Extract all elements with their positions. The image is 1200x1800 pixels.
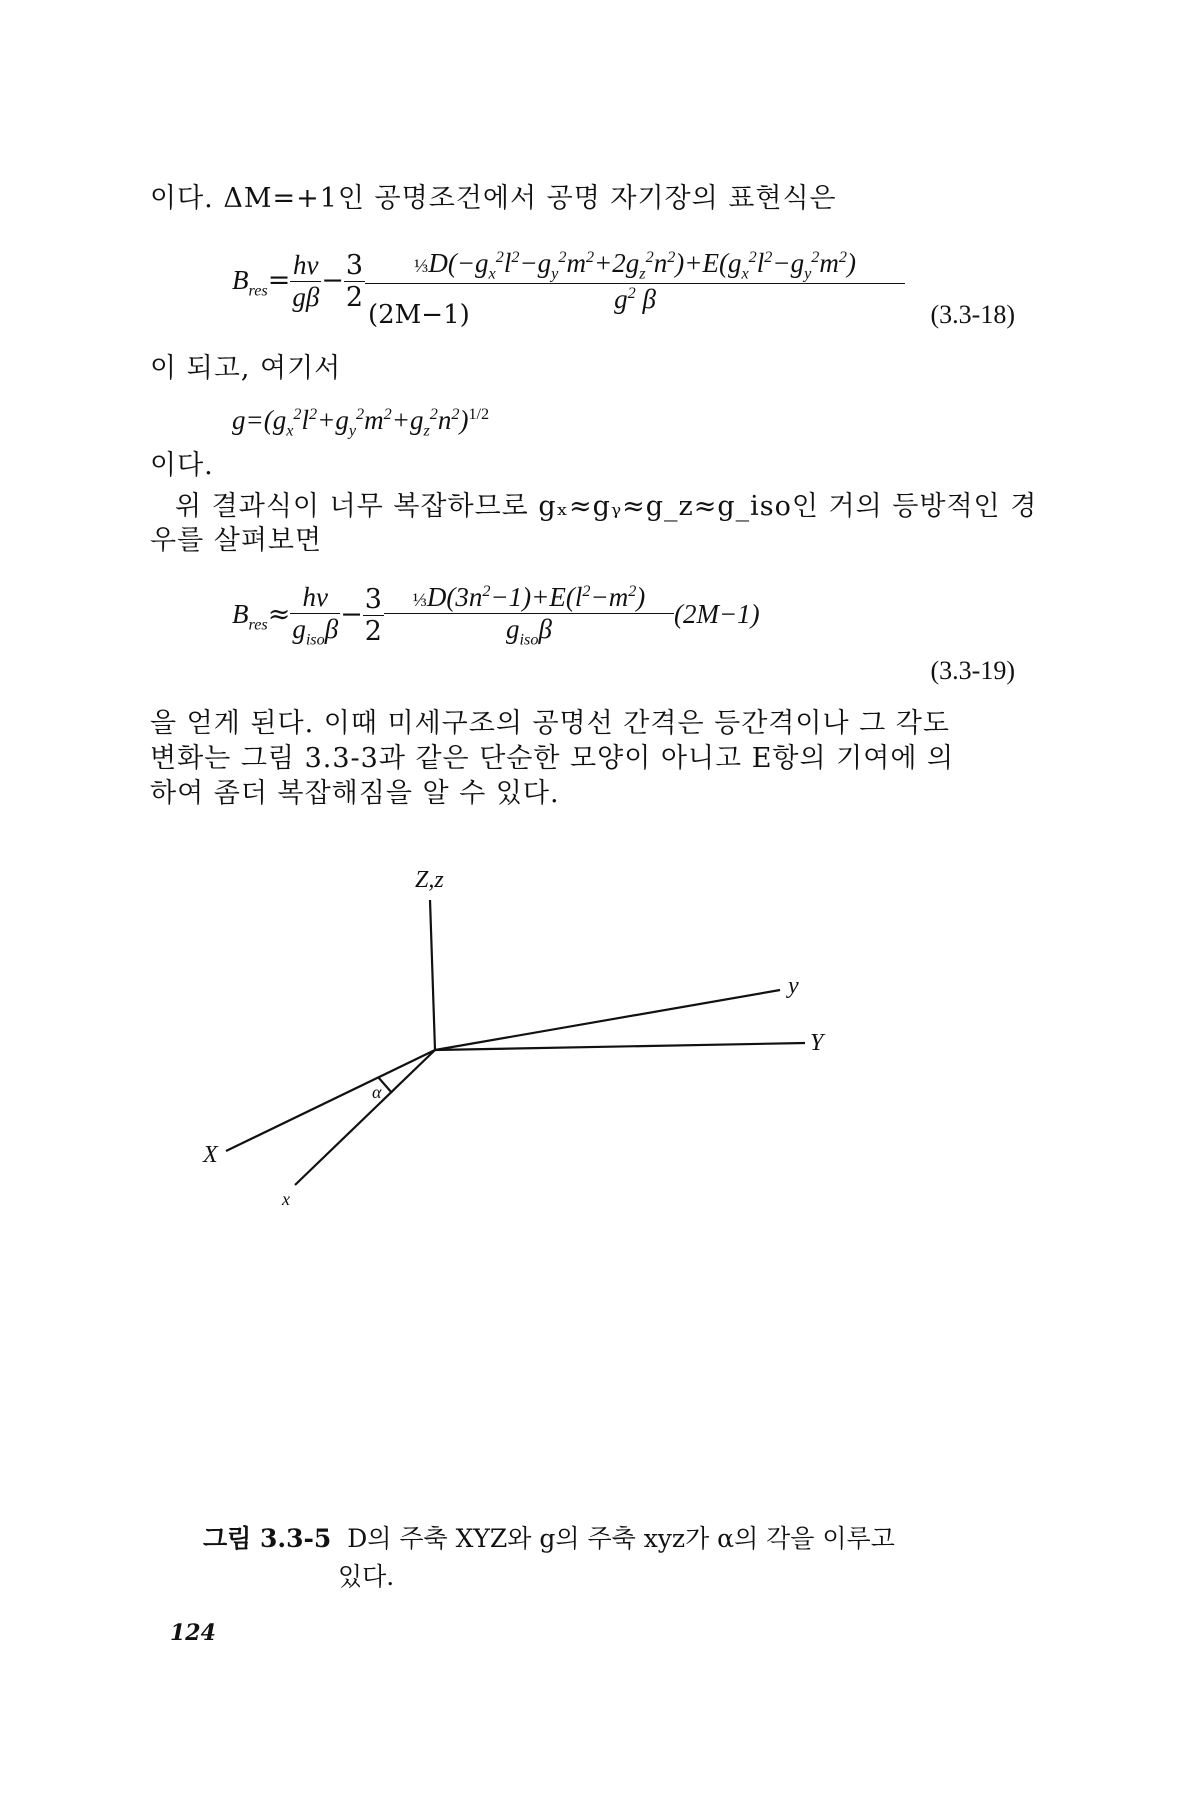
caption-line1: D의 주축 XYZ와 g의 주축 xyz가 α의 각을 이루고 (347, 1524, 895, 1553)
label-axis-Y: Y (810, 1030, 824, 1056)
equation-number-3-3-18: (3.3-18) (930, 300, 1015, 329)
caption-line2: 있다. (338, 1561, 395, 1591)
caption-label: 그림 3.3-5 (203, 1524, 332, 1553)
label-axis-x: x (282, 1189, 290, 1209)
page-number: 124 (170, 1620, 216, 1646)
equation-3-3-19-tail: (2M−1) (673, 599, 760, 630)
equation-number-3-3-19: (3.3-19) (930, 656, 1015, 685)
equation-3-3-18: $B_{res}=$ $\frac{h\nu}{g\beta}$ − $\frac{3}{2}$ $\frac{\frac{1}{3}D(-g_x^2l^2-g_y^2m^2+2g_z^2n^2)+E(g_x^2l^2-g_y^2m^2)}{g^2 \beta}$ (232, 248, 905, 315)
paragraph-result-line2: 변화는 그림 3.3-3과 같은 단순한 모양이 아니고 E항의 기여에 의 (150, 743, 955, 774)
axis-X-line (226, 1050, 435, 1151)
label-axis-Z: Z,z (415, 867, 444, 893)
axis-Y-line (435, 1043, 805, 1050)
paragraph-result-line1: 을 얻게 된다. 이때 미세구조의 공명선 간격은 등간격이나 그 각도 (150, 708, 950, 739)
paragraph-where: 이 되고, 여기서 (150, 353, 342, 384)
figure-caption (203, 1520, 895, 1595)
paragraph-intro: 이다. ΔM=+1인 공명조건에서 공명 자기장의 표현식은 (150, 183, 837, 214)
paragraph-isotropic-line2: 우를 살펴보면 (150, 525, 323, 556)
axis-y-line (435, 990, 780, 1050)
paragraph-is: 이다. (150, 450, 214, 481)
equation-g-definition: $g=(g_x^2l^2+g_y^2m^2+g_z^2n^2)^{1/2}$ (232, 405, 490, 440)
paragraph-result-line3: 하여 좀더 복잡해짐을 알 수 있다. (150, 778, 560, 809)
axis-x-line (295, 1050, 435, 1185)
paragraph-isotropic-line1: 위 결과식이 너무 복잡하므로 gₓ≈gᵧ≈g_z≈g_iso인 거의 등방적인 경 (175, 491, 1038, 522)
label-angle-alpha: α (372, 1082, 382, 1102)
label-axis-X: X (203, 1142, 218, 1168)
equation-3-3-18-tail: (2M−1) (368, 300, 470, 330)
label-axis-y: y (788, 973, 799, 999)
equation-3-3-19: $B_{res}\approx$ $\frac{h\nu}{g_{iso}\beta}$ − $\frac{3}{2}$ $\frac{\frac{1}{3}D(3n^2-1)+E(l^2-m^2)}{g_{iso}\beta}$ (2M−1) (232, 582, 760, 649)
axis-Z-line (430, 900, 435, 1050)
